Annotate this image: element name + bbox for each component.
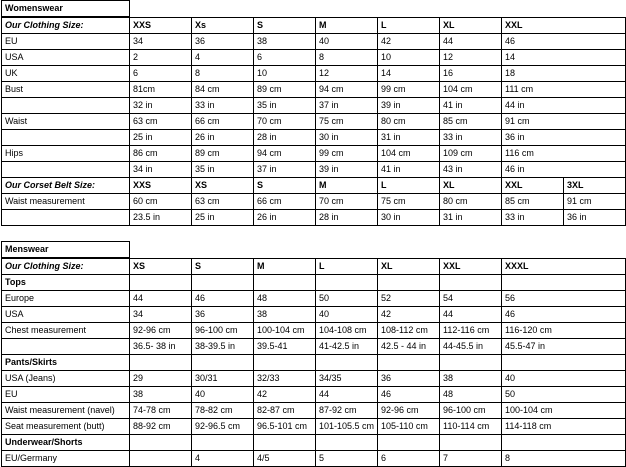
row-label: EU <box>2 34 130 50</box>
cell: 36 <box>378 371 440 387</box>
header-cell: L <box>378 178 440 194</box>
cell: 36 in <box>564 210 626 226</box>
table-row <box>2 34 626 50</box>
cell: 44 in <box>502 98 626 114</box>
cell: 63 cm <box>192 194 254 210</box>
table-row <box>2 146 626 162</box>
cell: 66 cm <box>254 194 316 210</box>
header-cell: XS <box>130 259 192 275</box>
table-row <box>2 210 626 226</box>
cell <box>130 275 192 291</box>
cell: 4 <box>192 50 254 66</box>
cell: 37 in <box>254 162 316 178</box>
cell: 91 cm <box>502 114 626 130</box>
header-cell: M <box>254 259 316 275</box>
menswear-section-title: Menswear <box>2 242 130 258</box>
cell: 8 <box>192 66 254 82</box>
table-row <box>2 323 626 339</box>
cell: 96.5-101 cm <box>254 419 316 435</box>
cell: 6 <box>378 451 440 467</box>
table-row <box>2 162 626 178</box>
cell: 60 cm <box>130 194 192 210</box>
row-label: EU/Germany <box>2 451 130 467</box>
cell: 44 <box>440 34 502 50</box>
cell: 70 cm <box>254 114 316 130</box>
table-row <box>2 98 626 114</box>
cell: 41 in <box>440 98 502 114</box>
cell: 105-110 cm <box>378 419 440 435</box>
table-row <box>2 130 626 146</box>
cell: 116-120 cm <box>502 323 626 339</box>
table-row <box>2 291 626 307</box>
cell: 112-116 cm <box>440 323 502 339</box>
cell: 66 cm <box>192 114 254 130</box>
cell: 44 <box>440 307 502 323</box>
row-label: Tops <box>2 275 130 291</box>
table-row <box>2 355 626 371</box>
row-label: USA <box>2 50 130 66</box>
table-row <box>2 451 626 467</box>
row-label: Bust <box>2 82 130 98</box>
cell: 46 <box>502 307 626 323</box>
cell: 104 cm <box>440 82 502 98</box>
header-cell: S <box>192 259 254 275</box>
cell: 48 <box>440 387 502 403</box>
cell: 33 in <box>440 130 502 146</box>
row-label: Waist <box>2 114 130 130</box>
cell <box>316 275 378 291</box>
cell: 114-118 cm <box>502 419 626 435</box>
womens-clothing-table <box>1 17 626 226</box>
row-label <box>2 98 130 114</box>
cell: 34 in <box>130 162 192 178</box>
header-cell: XXL <box>440 259 502 275</box>
row-label: Hips <box>2 146 130 162</box>
cell: 99 cm <box>316 146 378 162</box>
cell: 2 <box>130 50 192 66</box>
cell <box>130 451 192 467</box>
cell <box>378 435 440 451</box>
table-row <box>2 339 626 355</box>
cell: 35 in <box>254 98 316 114</box>
table-row <box>2 403 626 419</box>
cell: 26 in <box>254 210 316 226</box>
cell: 42.5 - 44 in <box>378 339 440 355</box>
cell: 40 <box>316 34 378 50</box>
cell: 34 <box>130 34 192 50</box>
cell <box>192 435 254 451</box>
cell: 92-96 cm <box>130 323 192 339</box>
cell: 23.5 in <box>130 210 192 226</box>
cell <box>378 275 440 291</box>
table-row <box>2 82 626 98</box>
header-cell: S <box>254 18 316 34</box>
cell: 40 <box>502 371 626 387</box>
table-row <box>2 307 626 323</box>
cell <box>440 355 502 371</box>
header-cell: L <box>378 18 440 34</box>
row-label: Seat measurement (butt) <box>2 419 130 435</box>
cell <box>192 275 254 291</box>
cell: 26 in <box>192 130 254 146</box>
row-label: Pants/Skirts <box>2 355 130 371</box>
cell: 12 <box>316 66 378 82</box>
cell: 38 <box>440 371 502 387</box>
header-cell: XXXL <box>502 259 626 275</box>
cell: 32 in <box>130 98 192 114</box>
cell: 92-96.5 cm <box>192 419 254 435</box>
header-cell: XL <box>440 18 502 34</box>
row-label: Waist measurement <box>2 194 130 210</box>
cell <box>502 355 626 371</box>
cell: 38-39.5 in <box>192 339 254 355</box>
cell: 48 <box>254 291 316 307</box>
cell: 34 <box>130 307 192 323</box>
cell: 70 cm <box>316 194 378 210</box>
cell <box>502 435 626 451</box>
cell: 34/35 <box>316 371 378 387</box>
table-header-row <box>2 259 626 275</box>
cell: 50 <box>316 291 378 307</box>
cell: 87-92 cm <box>316 403 378 419</box>
cell: 104 cm <box>378 146 440 162</box>
table-row <box>2 387 626 403</box>
cell: 38 <box>130 387 192 403</box>
cell: 78-82 cm <box>192 403 254 419</box>
cell: 50 <box>502 387 626 403</box>
cell <box>254 435 316 451</box>
womenswear-section-title: Womenswear <box>2 1 130 17</box>
cell: 92-96 cm <box>378 403 440 419</box>
cell: 45.5-47 in <box>502 339 626 355</box>
menswear-table <box>1 258 626 467</box>
womenswear-title-filler <box>130 1 626 17</box>
table-row <box>2 275 626 291</box>
cell: 37 in <box>316 98 378 114</box>
cell: 108-112 cm <box>378 323 440 339</box>
cell: 30/31 <box>192 371 254 387</box>
section-gap-table <box>1 226 625 241</box>
cell: 46 <box>378 387 440 403</box>
cell: 28 in <box>316 210 378 226</box>
cell: 16 <box>440 66 502 82</box>
cell <box>254 275 316 291</box>
cell: 85 cm <box>502 194 564 210</box>
cell: 85 cm <box>440 114 502 130</box>
cell: 89 cm <box>192 146 254 162</box>
cell: 25 in <box>130 130 192 146</box>
cell: 116 cm <box>502 146 626 162</box>
cell: 14 <box>378 66 440 82</box>
cell: 38 <box>254 307 316 323</box>
gap-cell <box>1 226 625 241</box>
cell: 33 in <box>192 98 254 114</box>
cell: 40 <box>192 387 254 403</box>
cell: 10 <box>378 50 440 66</box>
cell: 42 <box>378 34 440 50</box>
cell: 31 in <box>378 130 440 146</box>
cell <box>316 355 378 371</box>
cell: 12 <box>440 50 502 66</box>
cell: 80 cm <box>378 114 440 130</box>
womenswear-title-table <box>1 0 626 17</box>
cell: 43 in <box>440 162 502 178</box>
row-label <box>2 339 130 355</box>
cell: 35 in <box>192 162 254 178</box>
cell: 33 in <box>502 210 564 226</box>
header-cell: M <box>316 18 378 34</box>
cell: 96-100 cm <box>440 403 502 419</box>
header-cell: XXS <box>130 178 192 194</box>
cell: 14 <box>502 50 626 66</box>
cell: 42 <box>254 387 316 403</box>
cell: 100-104 cm <box>254 323 316 339</box>
header-cell: Xs <box>192 18 254 34</box>
header-cell: XL <box>440 178 502 194</box>
table-row <box>2 371 626 387</box>
header-cell: 3XL <box>564 178 626 194</box>
table-header-row <box>2 178 626 194</box>
cell: 10 <box>254 66 316 82</box>
cell: 41 in <box>378 162 440 178</box>
header-cell: XXS <box>130 18 192 34</box>
cell: 6 <box>254 50 316 66</box>
row-label: Waist measurement (navel) <box>2 403 130 419</box>
cell: 88-92 cm <box>130 419 192 435</box>
cell: 4 <box>192 451 254 467</box>
cell: 111 cm <box>502 82 626 98</box>
menswear-title-table <box>1 241 626 258</box>
cell: 39 in <box>316 162 378 178</box>
row-label: UK <box>2 66 130 82</box>
cell: 36 <box>192 34 254 50</box>
row-label: EU <box>2 387 130 403</box>
table-row <box>2 66 626 82</box>
cell: 91 cm <box>564 194 626 210</box>
cell: 32/33 <box>254 371 316 387</box>
cell: 100-104 cm <box>502 403 626 419</box>
cell: 84 cm <box>192 82 254 98</box>
cell: 54 <box>440 291 502 307</box>
row-label <box>2 130 130 146</box>
cell <box>192 355 254 371</box>
cell: 36 <box>192 307 254 323</box>
header-cell: XXL <box>502 18 626 34</box>
row-label: USA <box>2 307 130 323</box>
cell: 56 <box>502 291 626 307</box>
section-gap <box>1 226 625 241</box>
cell: 36.5- 38 in <box>130 339 192 355</box>
header-cell: S <box>254 178 316 194</box>
cell <box>378 355 440 371</box>
table-row <box>2 194 626 210</box>
row-label: Chest measurement <box>2 323 130 339</box>
row-label <box>2 162 130 178</box>
cell: 38 <box>254 34 316 50</box>
cell: 75 cm <box>378 194 440 210</box>
cell: 18 <box>502 66 626 82</box>
row-label <box>2 210 130 226</box>
cell: 99 cm <box>378 82 440 98</box>
cell: 75 cm <box>316 114 378 130</box>
cell: 104-108 cm <box>316 323 378 339</box>
cell: 31 in <box>440 210 502 226</box>
cell: 40 <box>316 307 378 323</box>
cell: 46 in <box>502 162 626 178</box>
cell: 25 in <box>192 210 254 226</box>
cell: 46 <box>192 291 254 307</box>
table-header-row <box>2 18 626 34</box>
womenswear-section-header-row <box>2 1 626 17</box>
cell: 110-114 cm <box>440 419 502 435</box>
header-cell: L <box>316 259 378 275</box>
cell: 39 in <box>378 98 440 114</box>
cell: 89 cm <box>254 82 316 98</box>
cell: 41-42.5 in <box>316 339 378 355</box>
cell <box>440 435 502 451</box>
header-cell: M <box>316 178 378 194</box>
cell <box>254 355 316 371</box>
cell: 94 cm <box>316 82 378 98</box>
cell: 46 <box>502 34 626 50</box>
cell: 86 cm <box>130 146 192 162</box>
header-cell: XL <box>378 259 440 275</box>
cell: 28 in <box>254 130 316 146</box>
cell: 74-78 cm <box>130 403 192 419</box>
cell: 44-45.5 in <box>440 339 502 355</box>
cell <box>316 435 378 451</box>
cell: 39.5-41 <box>254 339 316 355</box>
cell: 109 cm <box>440 146 502 162</box>
cell: 44 <box>316 387 378 403</box>
table-row <box>2 50 626 66</box>
cell <box>130 435 192 451</box>
cell: 8 <box>316 50 378 66</box>
cell: 30 in <box>316 130 378 146</box>
cell: 36 in <box>502 130 626 146</box>
cell: 101-105.5 cm <box>316 419 378 435</box>
cell: 81cm <box>130 82 192 98</box>
cell: 30 in <box>378 210 440 226</box>
cell: 44 <box>130 291 192 307</box>
cell: 5 <box>316 451 378 467</box>
cell <box>130 355 192 371</box>
table-row <box>2 419 626 435</box>
row-label: Europe <box>2 291 130 307</box>
cell <box>502 275 626 291</box>
row-label: USA (Jeans) <box>2 371 130 387</box>
cell: 8 <box>502 451 626 467</box>
menswear-title-filler <box>130 242 626 258</box>
table-row <box>2 435 626 451</box>
cell: 63 cm <box>130 114 192 130</box>
cell: 7 <box>440 451 502 467</box>
header-cell: Our Clothing Size: <box>2 259 130 275</box>
cell: 52 <box>378 291 440 307</box>
row-label: Underwear/Shorts <box>2 435 130 451</box>
header-cell: XXL <box>502 178 564 194</box>
cell: 42 <box>378 307 440 323</box>
cell: 94 cm <box>254 146 316 162</box>
cell: 82-87 cm <box>254 403 316 419</box>
header-cell: Our Clothing Size: <box>2 18 130 34</box>
cell: 6 <box>130 66 192 82</box>
header-cell: Our Corset Belt Size: <box>2 178 130 194</box>
cell: 29 <box>130 371 192 387</box>
table-row <box>2 114 626 130</box>
cell <box>440 275 502 291</box>
cell: 80 cm <box>440 194 502 210</box>
cell: 96-100 cm <box>192 323 254 339</box>
header-cell: XS <box>192 178 254 194</box>
menswear-section-header-row <box>2 242 626 258</box>
cell: 4/5 <box>254 451 316 467</box>
